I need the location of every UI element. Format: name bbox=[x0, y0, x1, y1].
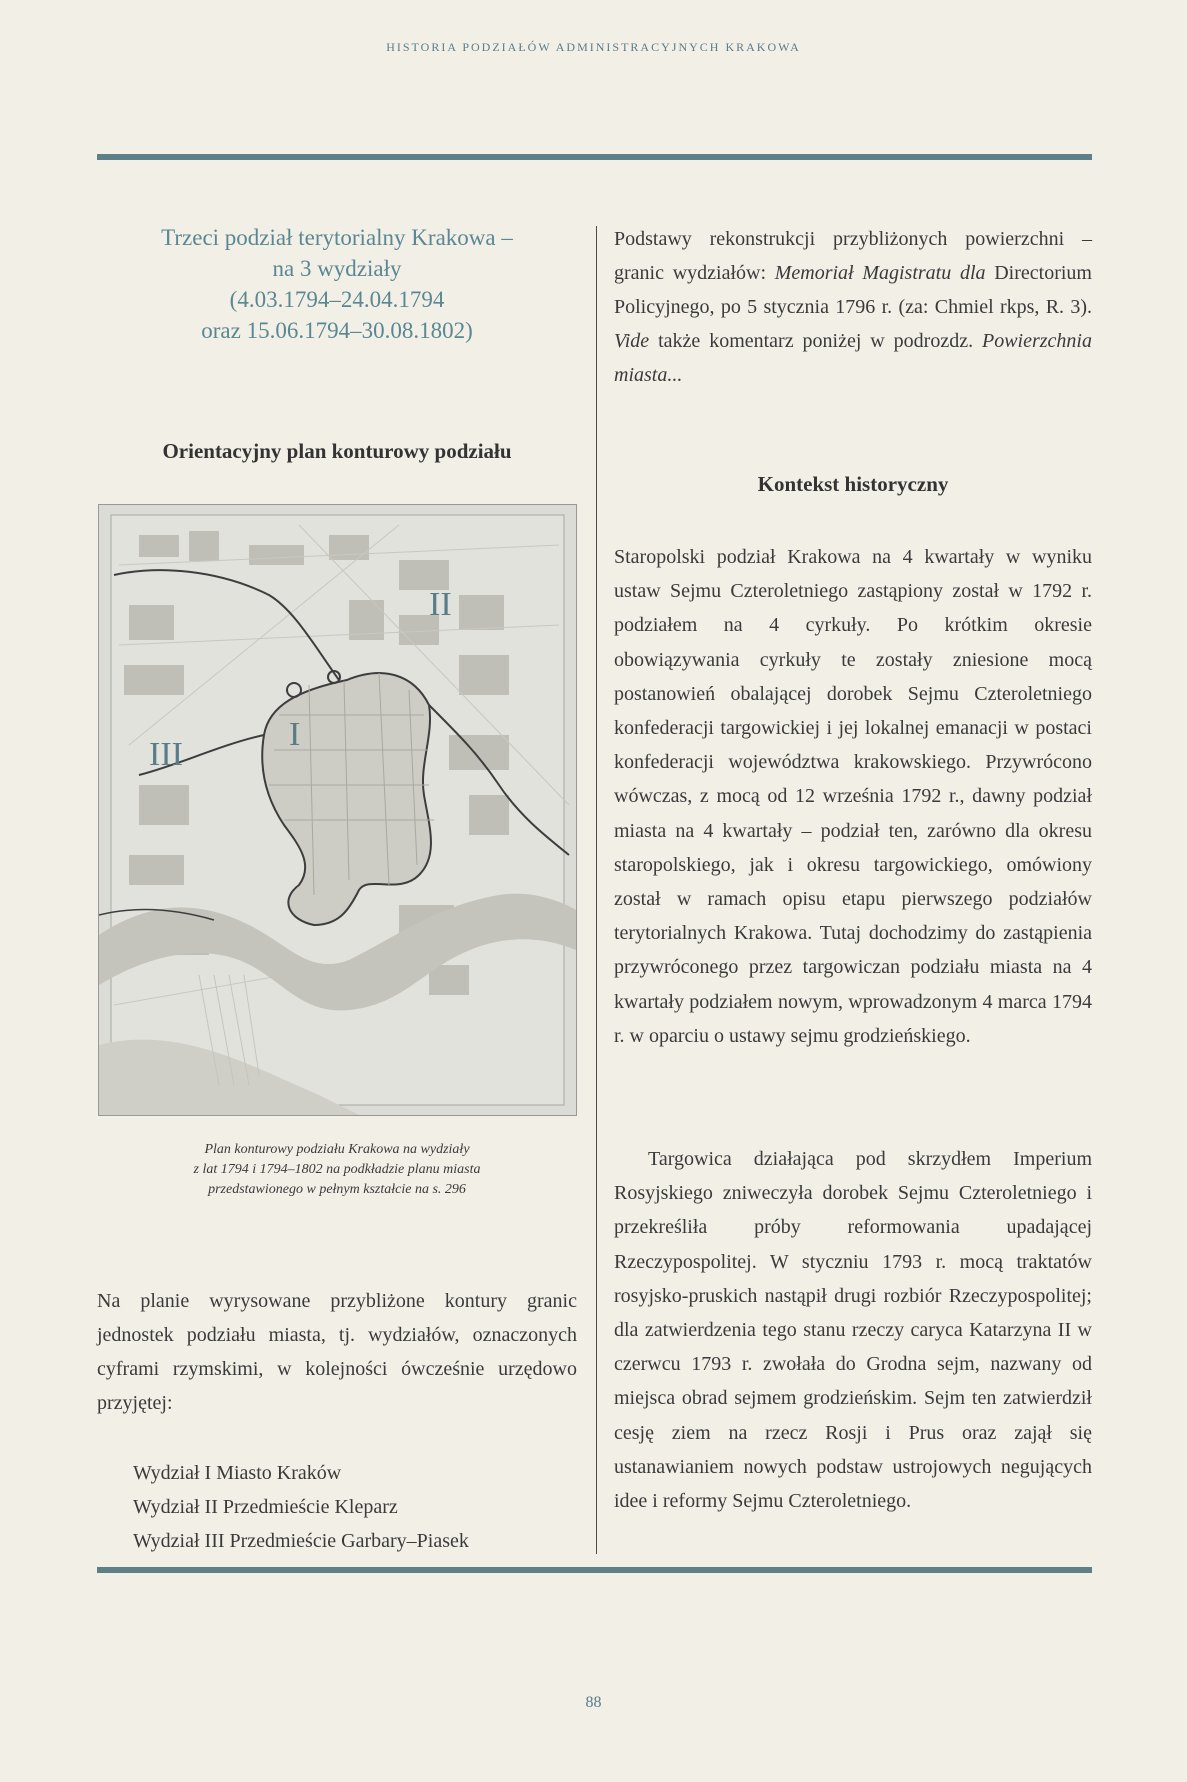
caption-line: z lat 1794 i 1794–1802 na podkładzie planu miasta bbox=[193, 1162, 481, 1177]
list-item: Wydział I Miasto Kraków bbox=[133, 1462, 342, 1484]
sources-detail: Directorium Policyjnego, po 5 stycznia 1796 r. (za: Chmiel rkps, R. 3). bbox=[614, 262, 1092, 318]
division-1-label: I bbox=[289, 716, 301, 753]
division-3-label: III bbox=[149, 736, 183, 773]
section-title-line: na 3 wydziały bbox=[272, 256, 402, 281]
historical-map bbox=[98, 504, 577, 1116]
context-paragraph: Staropolski podział Krakowa na 4 kwartały w wyniku ustaw Sejmu Czteroletniego zastąpiony został w 1792 r. podziałem na 4 cyrkuły. Po krótkim okresie obowiązywania cyrkuły te zostały zniesione mocą postanowień obalającej dorobek Sejmu Czteroletniego konfederacji targowickiej i jej lokalnej emanacji w postaci konfederacji województwa krakowskiego. Przywrócono wówczas, z mocą od 12 września 1792 r., dawny podział miasta na 4 kwartały – podział ten, zarówno dla okresu staropolskiego, jak i okresu targowickiego, omówiony został w ramach opisu etapu pierwszego podziałów terytorialnych Krakowa. Tutaj dochodzimy do zastąpienia przywróconego przez targowiczan podziału miasta na 4 kwartały podziałem nowym, wprowadzonym 4 marca 1794 r. w oparciu o ustawy sejmu grodzieńskiego. bbox=[614, 546, 1092, 1047]
plan-heading: Orientacyjny plan konturowy podziału bbox=[162, 439, 512, 463]
caption-line: przedstawionego w pełnym kształcie na s. 296 bbox=[208, 1182, 466, 1197]
division-2-label: II bbox=[429, 586, 452, 623]
sources-reference: także komentarz poniżej w podrozdz. bbox=[649, 330, 982, 352]
section-title-line: Trzeci podział terytorialny Krakowa – bbox=[161, 225, 513, 250]
running-head: HISTORIA PODZIAŁÓW ADMINISTRACYJNYCH KRAKOWA bbox=[386, 40, 801, 54]
top-rule bbox=[97, 154, 1092, 160]
memorial-title: Memoriał Magistratu dla bbox=[774, 262, 986, 284]
subsection-reference: Powierzchnia miasta... bbox=[614, 330, 1092, 386]
sources-paragraph bbox=[614, 222, 1092, 392]
bottom-rule bbox=[97, 1567, 1092, 1573]
vide-term: Vide bbox=[614, 330, 650, 352]
left-column bbox=[97, 222, 577, 1552]
context-heading: Kontekst historyczny bbox=[757, 472, 949, 496]
map-caption bbox=[97, 1140, 577, 1200]
map-illustration bbox=[99, 505, 576, 1115]
context-paragraph: Targowica działająca pod skrzydłem Imperium Rosyjskiego zniweczyła dorobek Sejmu Czteroletniego i przekreśliła próby reformowania upadającej Rzeczypospolitej. W styczniu 1793 r. mocą traktatów rosyjsko-pruskich nastąpił drugi rozbiór Rzeczypospolitej; dla zatwierdzenia tego stanu rzeczy caryca Katarzyna II w czerwcu 1793 r. zwołała do Grodna sejm, nazwany od miejsca obrad sejmem grodzieńskim. Sejm ten zatwierdził cesję ziem na rzecz Rosji i Prus oraz zajął się ustanawianiem nowych podstaw ustrojowych negujących idee i reformy Sejmu Czteroletniego. bbox=[614, 1148, 1092, 1513]
section-title bbox=[97, 222, 577, 346]
section-title-line: (4.03.1794–24.04.1794 bbox=[229, 287, 445, 312]
page-number: 88 bbox=[585, 1694, 602, 1711]
list-item: Wydział II Przedmieście Kleparz bbox=[133, 1496, 398, 1518]
section-title-line: oraz 15.06.1794–30.08.1802) bbox=[201, 318, 473, 343]
intro-paragraph: Na planie wyrysowane przybliżone kontury granic jednostek podziału miasta, tj. wydziałów, oznaczonych cyframi rzymskimi, w kolejności ówcześnie urzędowo przyjętej: bbox=[97, 1290, 577, 1414]
caption-line: Plan konturowy podziału Krakowa na wydziały bbox=[204, 1142, 470, 1157]
column-divider bbox=[596, 226, 597, 1554]
list-item: Wydział III Przedmieście Garbary–Piasek bbox=[133, 1530, 469, 1552]
sources-lead: Podstawy rekonstrukcji przybliżonych powierzchni – granic wydziałów: bbox=[614, 228, 1092, 284]
division-list bbox=[133, 1456, 573, 1558]
